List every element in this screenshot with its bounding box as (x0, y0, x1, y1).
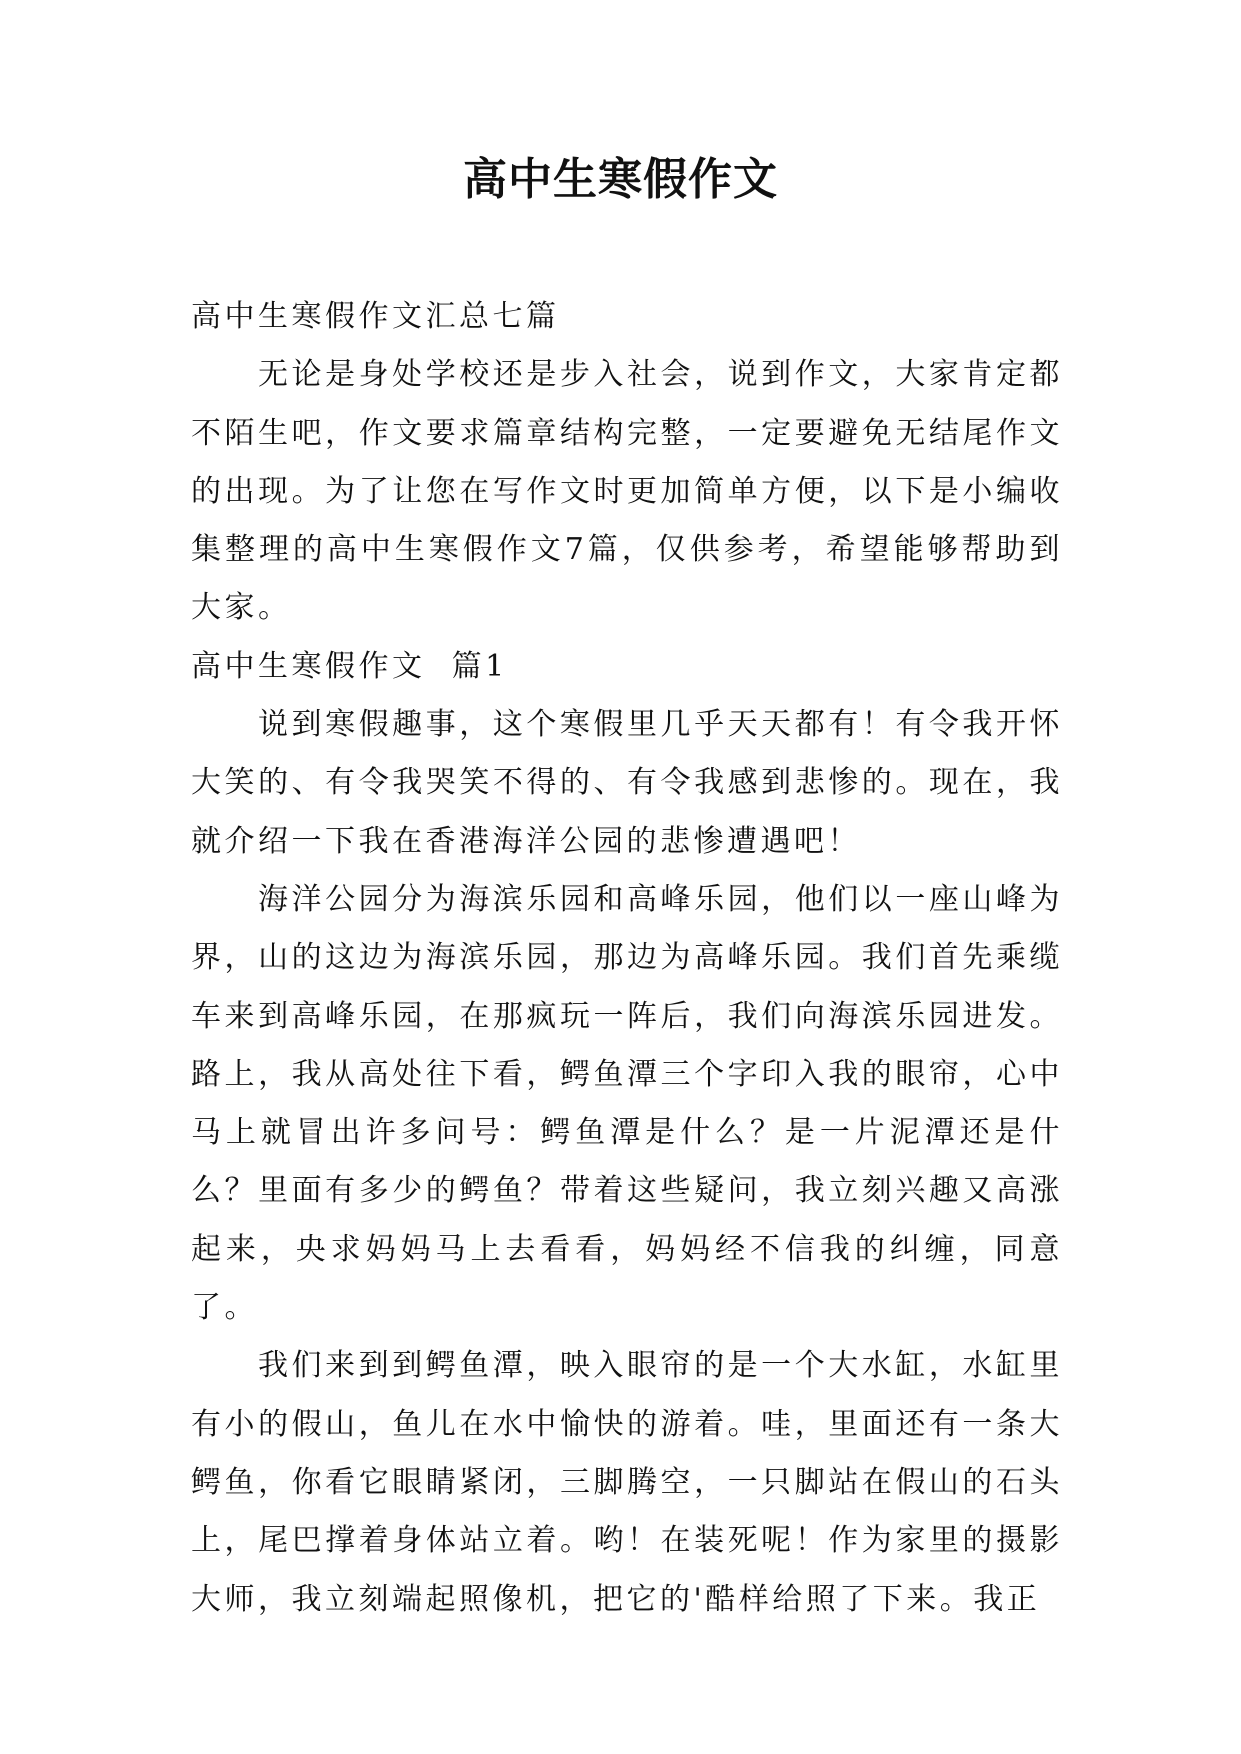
document-title: 高中生寒假作文 (463, 154, 778, 205)
intro-paragraph: 无论是身处学校还是步入社会，说到作文，大家肯定都不陌生吧，作文要求篇章结构完整，一定要避免无结尾作文的出现。为了让您在写作文时更加简单方便，以下是小编收集整理的高中生寒假作文7篇，仅供参考，希望能够帮助到大家。 (191, 357, 1063, 626)
section-heading: 高中生寒假作文 篇1 (191, 648, 508, 684)
section-paragraph-3: 我们来到到鳄鱼潭，映入眼帘的是一个大水缸，水缸里有小的假山，鱼儿在水中愉快的游着。哇，里面还有一条大鳄鱼，你看它眼睛紧闭，三脚腾空，一只脚站在假山的石头上，尾巴撑着身体站立着。哟！在装死呢！作为家里的摄影大师，我立刻端起照像机，把它的'酷样给照了下来。我正 (191, 1348, 1063, 1617)
document-subtitle: 高中生寒假作文汇总七篇 (191, 299, 560, 334)
document-body (191, 288, 1063, 1629)
section-paragraph-2: 海洋公园分为海滨乐园和高峰乐园，他们以一座山峰为界，山的这边为海滨乐园，那边为高峰乐园。我们首先乘缆车来到高峰乐园，在那疯玩一阵后，我们向海滨乐园进发。路上，我从高处往下看，鳄鱼潭三个字印入我的眼帘，心中马上就冒出许多问号：鳄鱼潭是什么？是一片泥潭还是什么？里面有多少的鳄鱼？带着这些疑问，我立刻兴趣又高涨起来，央求妈妈马上去看看，妈妈经不信我的纠缠，同意了。 (191, 881, 1063, 1326)
section-paragraph-1: 说到寒假趣事，这个寒假里几乎天天都有！有令我开怀大笑的、有令我哭笑不得的、有令我感到悲惨的。现在，我就介绍一下我在香港海洋公园的悲惨遭遇吧！ (191, 707, 1063, 859)
